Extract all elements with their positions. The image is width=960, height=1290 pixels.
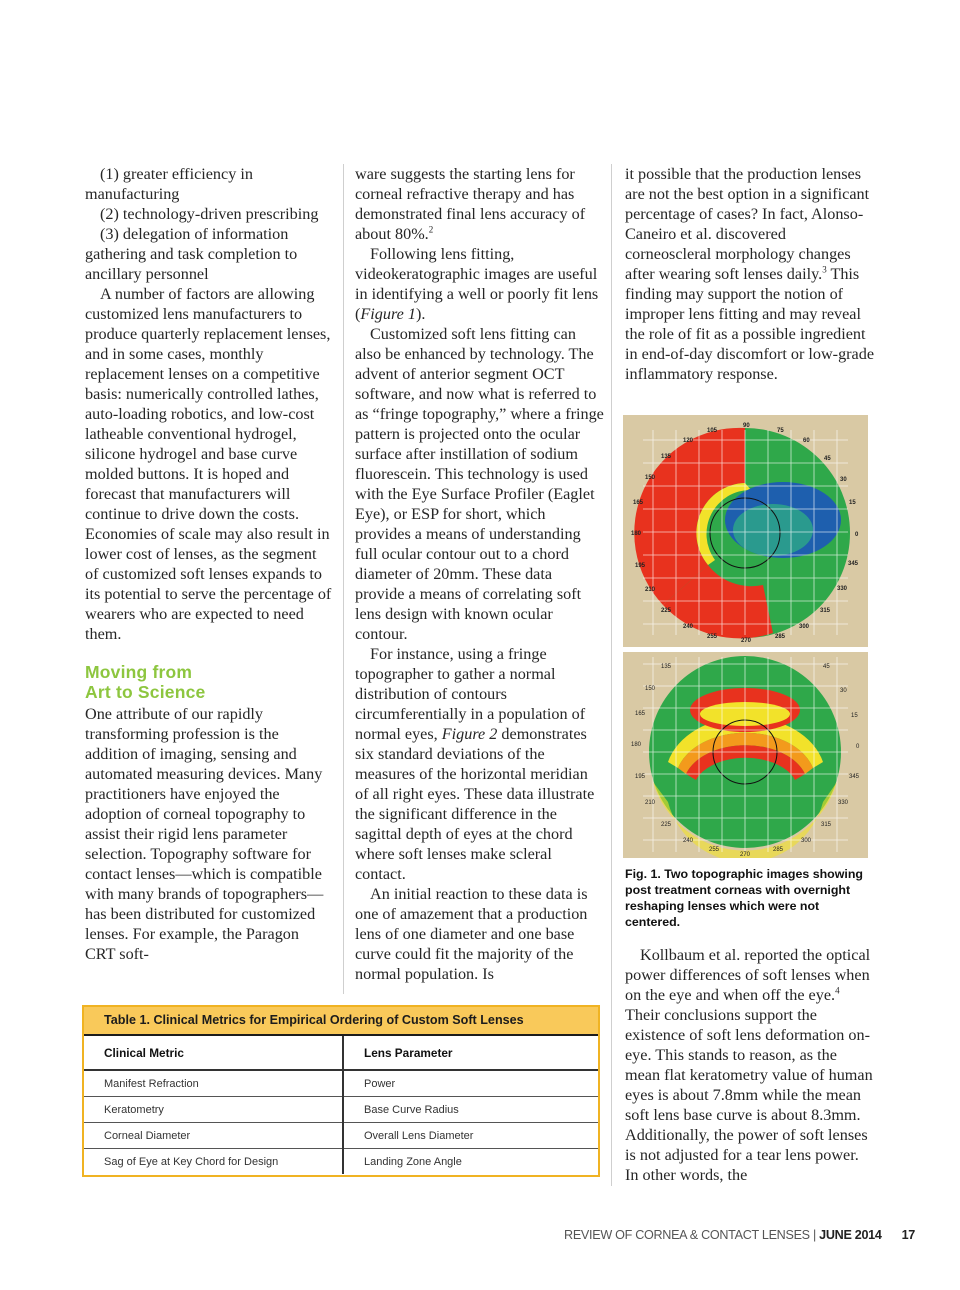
paragraph [625,945,875,1185]
axis-label: 45 [824,456,831,462]
axis-label: 315 [820,608,831,614]
axis-label: 165 [633,500,644,506]
axis-label: 135 [661,664,672,670]
axis-label: 210 [645,800,656,806]
reference-superscript: 3 [822,264,827,275]
axis-label: 0 [856,744,860,750]
section-heading-line-2: Art to Science [85,682,206,702]
figure-reference: Figure 2 [441,725,498,743]
axis-label: 300 [799,624,810,630]
axis-label: 60 [803,438,810,444]
axis-label: 225 [661,608,672,614]
axis-label: 75 [777,428,784,434]
section-heading [85,662,333,702]
table-row [84,1149,598,1175]
table-row [84,1097,598,1123]
axis-label: 270 [740,852,751,858]
column-rule-right [611,164,612,1186]
topography-map-bottom [623,652,868,858]
table-cell: Landing Zone Angle [364,1155,462,1168]
article-column-3-continued [625,945,875,1185]
paragraph-text: Kollbaum et al. reported the optical power differences of soft lenses when on the eye and when off the eye. [625,946,871,1004]
paragraph [355,244,605,324]
table-title: Table 1. Clinical Metrics for Empirical Ordering of Custom Soft Lenses [84,1007,598,1036]
table-row [84,1123,598,1149]
table-header-cell: Clinical Metric [84,1036,343,1070]
axis-label: 120 [683,438,694,444]
paragraph: (1) greater efficiency in manufacturing [85,165,253,203]
table-body [84,1036,598,1174]
paragraph-text: Their conclusions support the existence of soft lens deformation on-eye. This stands to reason, as the mean flat keratometry value of human eyes is about 7.8mm while the mean soft lens base curve is about 8.3mm. Additionally, the power of soft lenses is not adjusted for a tear lens power. In other words, the [625,1006,873,1184]
topography-image-bottom [623,652,868,858]
axis-label: 195 [635,563,646,569]
table-cell: Sag of Eye at Key Chord for Design [84,1149,343,1175]
table-cell: Overall Lens Diameter [343,1123,598,1149]
axis-label: 180 [631,531,642,537]
table-cell: Base Curve Radius [343,1097,598,1123]
axis-label: 150 [645,686,656,692]
paragraph: A number of factors are allowing customized lens manufacturers to produce quarterly replacement lenses, and in some cases, monthly replacement lenses on a competitive basis: numerically controlled lathes, auto-loading robotics, and low-cost latheable conventional hydrogel, silicone hydrogel and base curve molded buttons. It is hoped and forecast that manufacturers will continue to drive down the costs. Economies of scale may also result in lower cost of lenses, as the segment of customized soft lenses expands to its potential to serve the percentage of wearers who are expected to need them. [85,285,332,643]
paragraph-text: it possible that the production lenses are not the best option in a significant percentage of cases? In fact, Alonso-Caneiro et al. discovered corneoscleral morphology changes after wearing soft lenses daily. [625,165,870,283]
article-column-3 [625,164,875,384]
paragraph-text: For instance, using a fringe topographer to gather a normal distribution of contours circumferentially in a population of normal eyes, [355,645,586,743]
axis-label: 180 [631,742,642,748]
table-cell: Power [343,1070,598,1097]
axis-label: 105 [707,428,718,434]
axis-label: 330 [837,586,848,592]
axis-label: 45 [823,664,830,670]
axis-label: 90 [743,423,750,429]
issue-date: JUNE 2014 [819,1228,882,1242]
axis-label: 135 [661,454,672,460]
paragraph: One attribute of our rapidly transforming profession is the addition of imaging, sensing and automated measuring devices. Many practitioners have enjoyed the adoption of corneal topography to assist their rigid lens parameter selection. Topography software for contact lenses—which is compatible with many brands of topographers—has been distributed for customized lenses. For example, the Paragon CRT soft- [85,705,324,963]
topography-image-top [623,415,868,647]
table-header-cell: Lens Parameter [343,1036,598,1070]
article-column-1 [85,164,333,964]
axis-label: 15 [851,713,858,719]
axis-label: 210 [645,587,656,593]
paragraph-text: Following lens fitting, videokeratographic images are useful in identifying a well or poorly fit lens ( [355,245,599,323]
axis-label: 150 [645,475,656,481]
axis-label: 255 [707,634,718,640]
table-cell: Corneal Diameter [84,1123,343,1149]
paragraph [355,164,605,244]
axis-label: 255 [709,847,720,853]
axis-label: 240 [683,624,694,630]
axis-label: 240 [683,838,694,844]
article-column-2 [355,164,605,984]
axis-label: 195 [635,774,646,780]
figure-caption: Fig. 1. Two topographic images showing post treatment corneas with overnight reshaping lenses which were not centered. [625,867,863,929]
paragraph-text: demonstrates six standard deviations of the measures of the horizontal meridian of all right eyes. These data illustrate the significant difference in the sagittal depth of eyes at the chord where soft lenses make scleral contact. [355,725,595,883]
axis-label: 225 [661,822,672,828]
table-row [84,1070,598,1097]
paragraph-text: This finding may support the notion of improper lens fitting and may reveal the role of fit as a possible ingredient in end-of-day discomfort or low-grade inflammatory response. [625,265,875,383]
section-heading-line-1: Moving from [85,662,193,682]
axis-label: 285 [773,847,784,853]
page-number: 17 [901,1228,915,1242]
reference-superscript: 4 [835,985,840,996]
table-cell: Keratometry [84,1097,343,1123]
axis-label: 315 [821,822,832,828]
axis-label: 300 [801,838,812,844]
figure-reference: Figure 1 [360,305,416,323]
paragraph: (3) delegation of information gathering and task completion to ancillary personnel [85,225,298,283]
topography-map-top [623,415,868,647]
paragraph-text: ware suggests the starting lens for corneal refractive therapy and has demonstrated final lens accuracy of about 80%. [355,165,586,243]
axis-label: 270 [741,638,752,644]
axis-label: 165 [635,711,646,717]
reference-superscript: 2 [428,224,434,235]
paragraph-text: ). [416,305,426,323]
axis-label: 30 [840,688,847,694]
axis-label: 345 [849,774,860,780]
axis-label: 30 [840,477,847,483]
table-cell: Manifest Refraction [84,1070,343,1097]
axis-label: 330 [838,800,849,806]
paragraph: (2) technology-driven prescribing [100,205,319,223]
column-rule-left [343,164,344,994]
paragraph [355,644,605,884]
axis-label: 345 [848,561,859,567]
axis-label: 285 [775,634,786,640]
axis-label: 0 [855,532,859,538]
axis-label: 15 [849,500,856,506]
paragraph [625,164,875,384]
paragraph: An initial reaction to these data is one of amazement that a production lens of one diameter and one base curve could fit the majority of the normal population. Is [355,885,588,983]
table-header-row [84,1036,598,1070]
publication-name: REVIEW OF CORNEA & CONTACT LENSES | [564,1228,820,1242]
paragraph: Customized soft lens fitting can also be enhanced by technology. The advent of anterior segment OCT software, and now what is referred to as “fringe topography,” where a fringe pattern is projected onto the ocular surface after instillation of sodium fluorescein. This technology is used with the Eye Surface Profiler (Eaglet Eye), or ESP for short, which provides a means of understanding full ocular contour out to a chord diameter of 20mm. These data provide a means of correlating soft lens design with known ocular contour. [355,325,604,643]
clinical-metrics-table [82,1005,600,1177]
page-footer [564,1228,915,1242]
